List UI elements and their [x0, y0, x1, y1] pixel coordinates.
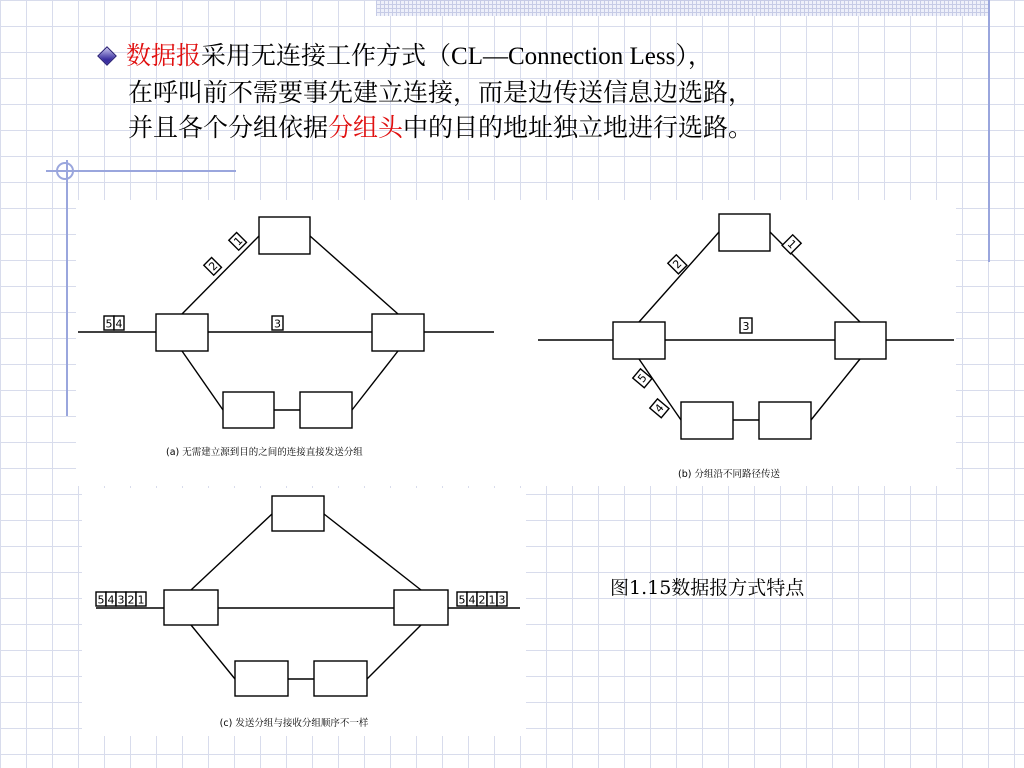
- node-b-top: [719, 214, 770, 251]
- node-b-bottom-left: [681, 402, 733, 439]
- diamond-bullet-icon: [97, 46, 117, 66]
- packet-c-out-1-label: 1: [488, 593, 496, 607]
- bullet-line-1: [96, 38, 996, 75]
- bullet-text-part: 采用无连接工作方式（: [201, 41, 452, 70]
- diagram-b-caption: (b) 分组沿不同路径传送: [678, 469, 780, 480]
- decorative-vertical-line-left: [66, 160, 68, 416]
- bullet-text-part: 中的目的地址独立地进行选路。: [403, 113, 754, 142]
- bullet-text: [96, 38, 996, 146]
- node-c-right: [394, 590, 448, 625]
- packet-c-in-4-label: 4: [107, 593, 115, 607]
- packet-b-2-label: 2: [670, 257, 685, 272]
- datagram-network-diagrams: [76, 196, 956, 736]
- node-c-top: [272, 496, 324, 531]
- packet-c-in-5-label: 5: [97, 593, 105, 607]
- figure-caption: 图1.15数据报方式特点: [610, 577, 805, 599]
- packet-c-out-4-label: 4: [468, 593, 476, 607]
- packet-c-in-3-label: 3: [117, 593, 125, 607]
- node-a-bottom-right: [300, 392, 352, 428]
- packet-b-4-label: 4: [652, 401, 667, 416]
- decorative-top-bar: [376, 0, 988, 16]
- packet-c-in-1-label: 1: [137, 593, 145, 607]
- packet-c-out-5-label: 5: [458, 593, 466, 607]
- decorative-horizontal-line: [46, 170, 236, 172]
- node-c-left: [164, 590, 218, 625]
- packet-a-1-label: 1: [231, 234, 246, 249]
- packet-b-1-label: 1: [784, 237, 799, 252]
- packet-b-3-label: 3: [742, 320, 750, 333]
- diagram-a-caption: (a) 无需建立源到目的之间的连接直接发送分组: [166, 447, 363, 458]
- packet-c-in-2-label: 2: [127, 593, 135, 607]
- node-b-right: [835, 322, 886, 359]
- packet-c-out-2-label: 2: [478, 593, 486, 607]
- bullet-text-part: ），: [675, 41, 713, 70]
- node-a-bottom-left: [223, 392, 274, 428]
- term-packet-header: 分组头: [328, 113, 404, 142]
- diagram-c-caption: (c) 发送分组与接收分组顺序不一样: [219, 718, 369, 729]
- diagram-c: [82, 488, 526, 736]
- cl-abbreviation: CL—Connection Less: [451, 43, 676, 70]
- node-b-left: [613, 322, 665, 359]
- node-b-bottom-right: [759, 402, 811, 439]
- decorative-circle: [56, 162, 74, 180]
- packet-a-4-label: 4: [115, 317, 123, 331]
- packet-a-3-label: 3: [274, 317, 281, 331]
- node-c-bottom-left: [235, 661, 288, 696]
- packet-a-2-label: 2: [206, 259, 221, 274]
- node-a-right: [372, 314, 424, 351]
- packet-b-5-label: 5: [635, 371, 650, 386]
- node-a-left: [156, 314, 208, 351]
- diagram-a: [76, 200, 536, 486]
- node-c-bottom-right: [314, 661, 367, 696]
- packet-a-5-label: 5: [105, 317, 113, 331]
- node-a-top: [259, 217, 310, 254]
- term-datagram: 数据报: [126, 41, 202, 70]
- packet-c-out-3-label: 3: [498, 593, 506, 607]
- bullet-text-part: 并且各个分组依据: [128, 113, 329, 142]
- diagram-b: [536, 200, 956, 486]
- bullet-line-3: [96, 110, 996, 146]
- bullet-line-2: 在呼叫前不需要事先建立连接，而是边传送信息边选路，: [128, 77, 754, 107]
